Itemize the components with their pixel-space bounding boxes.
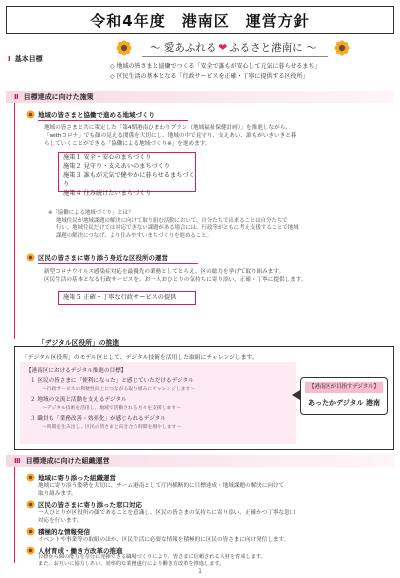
section-label: 目標達成に向けた組織運営 bbox=[25, 457, 110, 465]
page-title: 令和4年度 港南区 運営方針 bbox=[90, 11, 310, 30]
slogan-after: ふるさと港南に ～ bbox=[229, 42, 317, 54]
collaboration-note: ※「協働による地域づくり」とは？ 地域住民が地域課題の解決に向けて取り組む活動において、自分たちで出来ることは自分たちで 行い、地域住民だけでは対応できない課題がある場合には、行政等がともに考え支援することで地域 課題の解決につなげ、より住みやすいまちづくりを進めること。 bbox=[48, 210, 299, 239]
measure-item: 施策４ 住み続けたいまちづくり bbox=[63, 190, 152, 197]
slogan bbox=[150, 40, 317, 55]
org-item-title: 区民の皆さまに寄り添った窓口対応 bbox=[38, 501, 142, 509]
pin-icon bbox=[26, 500, 35, 509]
measures-list-box bbox=[58, 152, 196, 197]
digital-goal: ２ 地域の交流と活動を支えるデジタル bbox=[30, 397, 127, 403]
heading-underline bbox=[38, 346, 104, 347]
pin-icon bbox=[26, 110, 35, 119]
section-bar-organization bbox=[6, 455, 394, 467]
slogan-before: ～ 愛あふれる bbox=[150, 42, 217, 54]
org-item-title: 人材育成・働き方改革の推進 bbox=[38, 547, 123, 555]
digital-goal-sub: ～時間を生み出し、区民の皆さまと向き合う時間を増やします～ bbox=[42, 425, 182, 430]
heart-icon: ❤ bbox=[218, 42, 228, 54]
measure-item: 施策３ 誰もが元気で健やかに暮らせるまちづくり bbox=[63, 172, 195, 188]
heading-underline bbox=[38, 263, 198, 264]
measure-item: 施策５ 正確・丁寧な行政サービスの提供 bbox=[63, 294, 177, 301]
org-item-text: 地域に寄り添う姿勢を大切に、チーム港南として庁内横断的に目標達成・地域課題の解決に向けて 取り組みます。 bbox=[38, 483, 285, 498]
goal-bullet: ◇ 区民生活の基本となる「行政サービスを正確・丁寧に提供する区役所」 bbox=[110, 72, 309, 80]
slogan-underline bbox=[142, 56, 328, 57]
digital-vision-label: 【港南区が目指すデジタル】 bbox=[305, 382, 383, 393]
section-number: Ⅲ bbox=[14, 457, 21, 465]
section-number: Ⅰ bbox=[8, 55, 11, 63]
goal-bullets bbox=[110, 62, 320, 81]
digital-ward-intro: 「デジタル区役所」のモデル区として、デジタル技術を活用した取組にチャレンジします。 bbox=[22, 355, 258, 361]
digital-goal-sub: ～行政サービスの利便性向上につながる取り組みにチャレンジします～ bbox=[42, 387, 196, 392]
section-connector-line bbox=[14, 467, 15, 563]
measure-description: 新型コロナウイルス感染症対応を最優先の業務としてとらえ、区の総力を挙げて取り組みます。 区民生活の基本となる行政サービスを、お一人おひとりの気持ちに寄り添い、正確・丁寧に提供します。 bbox=[44, 269, 307, 284]
section-bar-measures bbox=[6, 91, 394, 103]
digital-goal-sub: ～デジタル技術を活用し、地域で活動される方々を支援します～ bbox=[42, 406, 181, 411]
org-item-text: イベントや事業等の取組のほか、区民生活に必要な情報を積極的に区民の皆さまに向け発信します。 bbox=[38, 537, 290, 543]
page-title-box bbox=[6, 6, 394, 34]
digital-goal: ３ 職員も「業務改善・効率化」が感じられるデジタル bbox=[30, 416, 166, 422]
goal-bullet: ◇ 地域の皆さまと協働でつくる「安全で誰もが安心して元気に暮らせるまち」 bbox=[110, 63, 321, 70]
digital-goal: １ 区民の皆さまに「便利になった」と感じていただけるデジタル bbox=[30, 378, 194, 384]
section-label: 基本目標 bbox=[14, 55, 43, 63]
sunflower-icon-left bbox=[116, 40, 132, 56]
sunflower-icon-right bbox=[334, 40, 350, 56]
digital-goals-panel bbox=[20, 362, 296, 444]
digital-vision-bubble bbox=[300, 377, 388, 415]
section-number: Ⅱ bbox=[14, 93, 19, 101]
measure-heading-ward-office: 区民の皆さまに寄り添う身近な区役所の運営 bbox=[38, 254, 168, 262]
measures-list-box bbox=[58, 291, 196, 305]
org-item-text: 一人ひとりが区役所の顔であることを意識し、区民の皆さまの気持ちに寄り添い、正確かつ丁寧な窓口 対応を行います。 bbox=[38, 510, 296, 525]
digital-ward-heading: 「デジタル区役所」の推進 bbox=[38, 339, 120, 347]
speech-bubble-tail bbox=[292, 390, 300, 400]
pin-icon bbox=[26, 473, 35, 482]
page-number: 1 bbox=[198, 568, 202, 575]
heading-underline bbox=[38, 120, 188, 121]
measure-item: 施策１ 安全・安心のまちづくり bbox=[63, 154, 152, 161]
org-item-title: 積極的な情報発信 bbox=[38, 528, 90, 536]
digital-vision-title: あったかデジタル 港南 bbox=[308, 399, 380, 407]
pin-icon bbox=[26, 546, 35, 555]
org-item-title: 地域に寄り添った組織運営 bbox=[38, 474, 116, 482]
org-item-text: 目標から個の能力を存分に発揮できる職場づくりにより、皆さまに信頼される人材を育成します。 また、お互いに協力しあい、効率的な業務遂行により働き方改革を推進します。 bbox=[38, 554, 266, 567]
measure-description: 地域の皆さまと共に策定した「第4期港南ひまわりプラン（地域福祉保健計画）」を推進しながら、 「withコロナ」でも顔の見える関係を大切にし、地域の中で見守り、支えあい、誰もがいきいきと暮 らしていくことができる「協働による地域づくり※」を進めます。 bbox=[44, 125, 297, 148]
section-connector-line bbox=[14, 103, 15, 339]
pin-icon bbox=[26, 253, 35, 262]
basic-goal-heading bbox=[8, 54, 43, 64]
measure-item: 施策２ 見守り・支えあいのまちづくり bbox=[63, 163, 171, 170]
section-label: 目標達成に向けた施策 bbox=[23, 93, 94, 101]
measure-heading-community: 地域の皆さまと協働で進める地域づくり bbox=[38, 111, 155, 119]
pin-icon bbox=[26, 527, 35, 536]
digital-goals-title: 【港南区におけるデジタル推進の目標】 bbox=[26, 368, 127, 374]
